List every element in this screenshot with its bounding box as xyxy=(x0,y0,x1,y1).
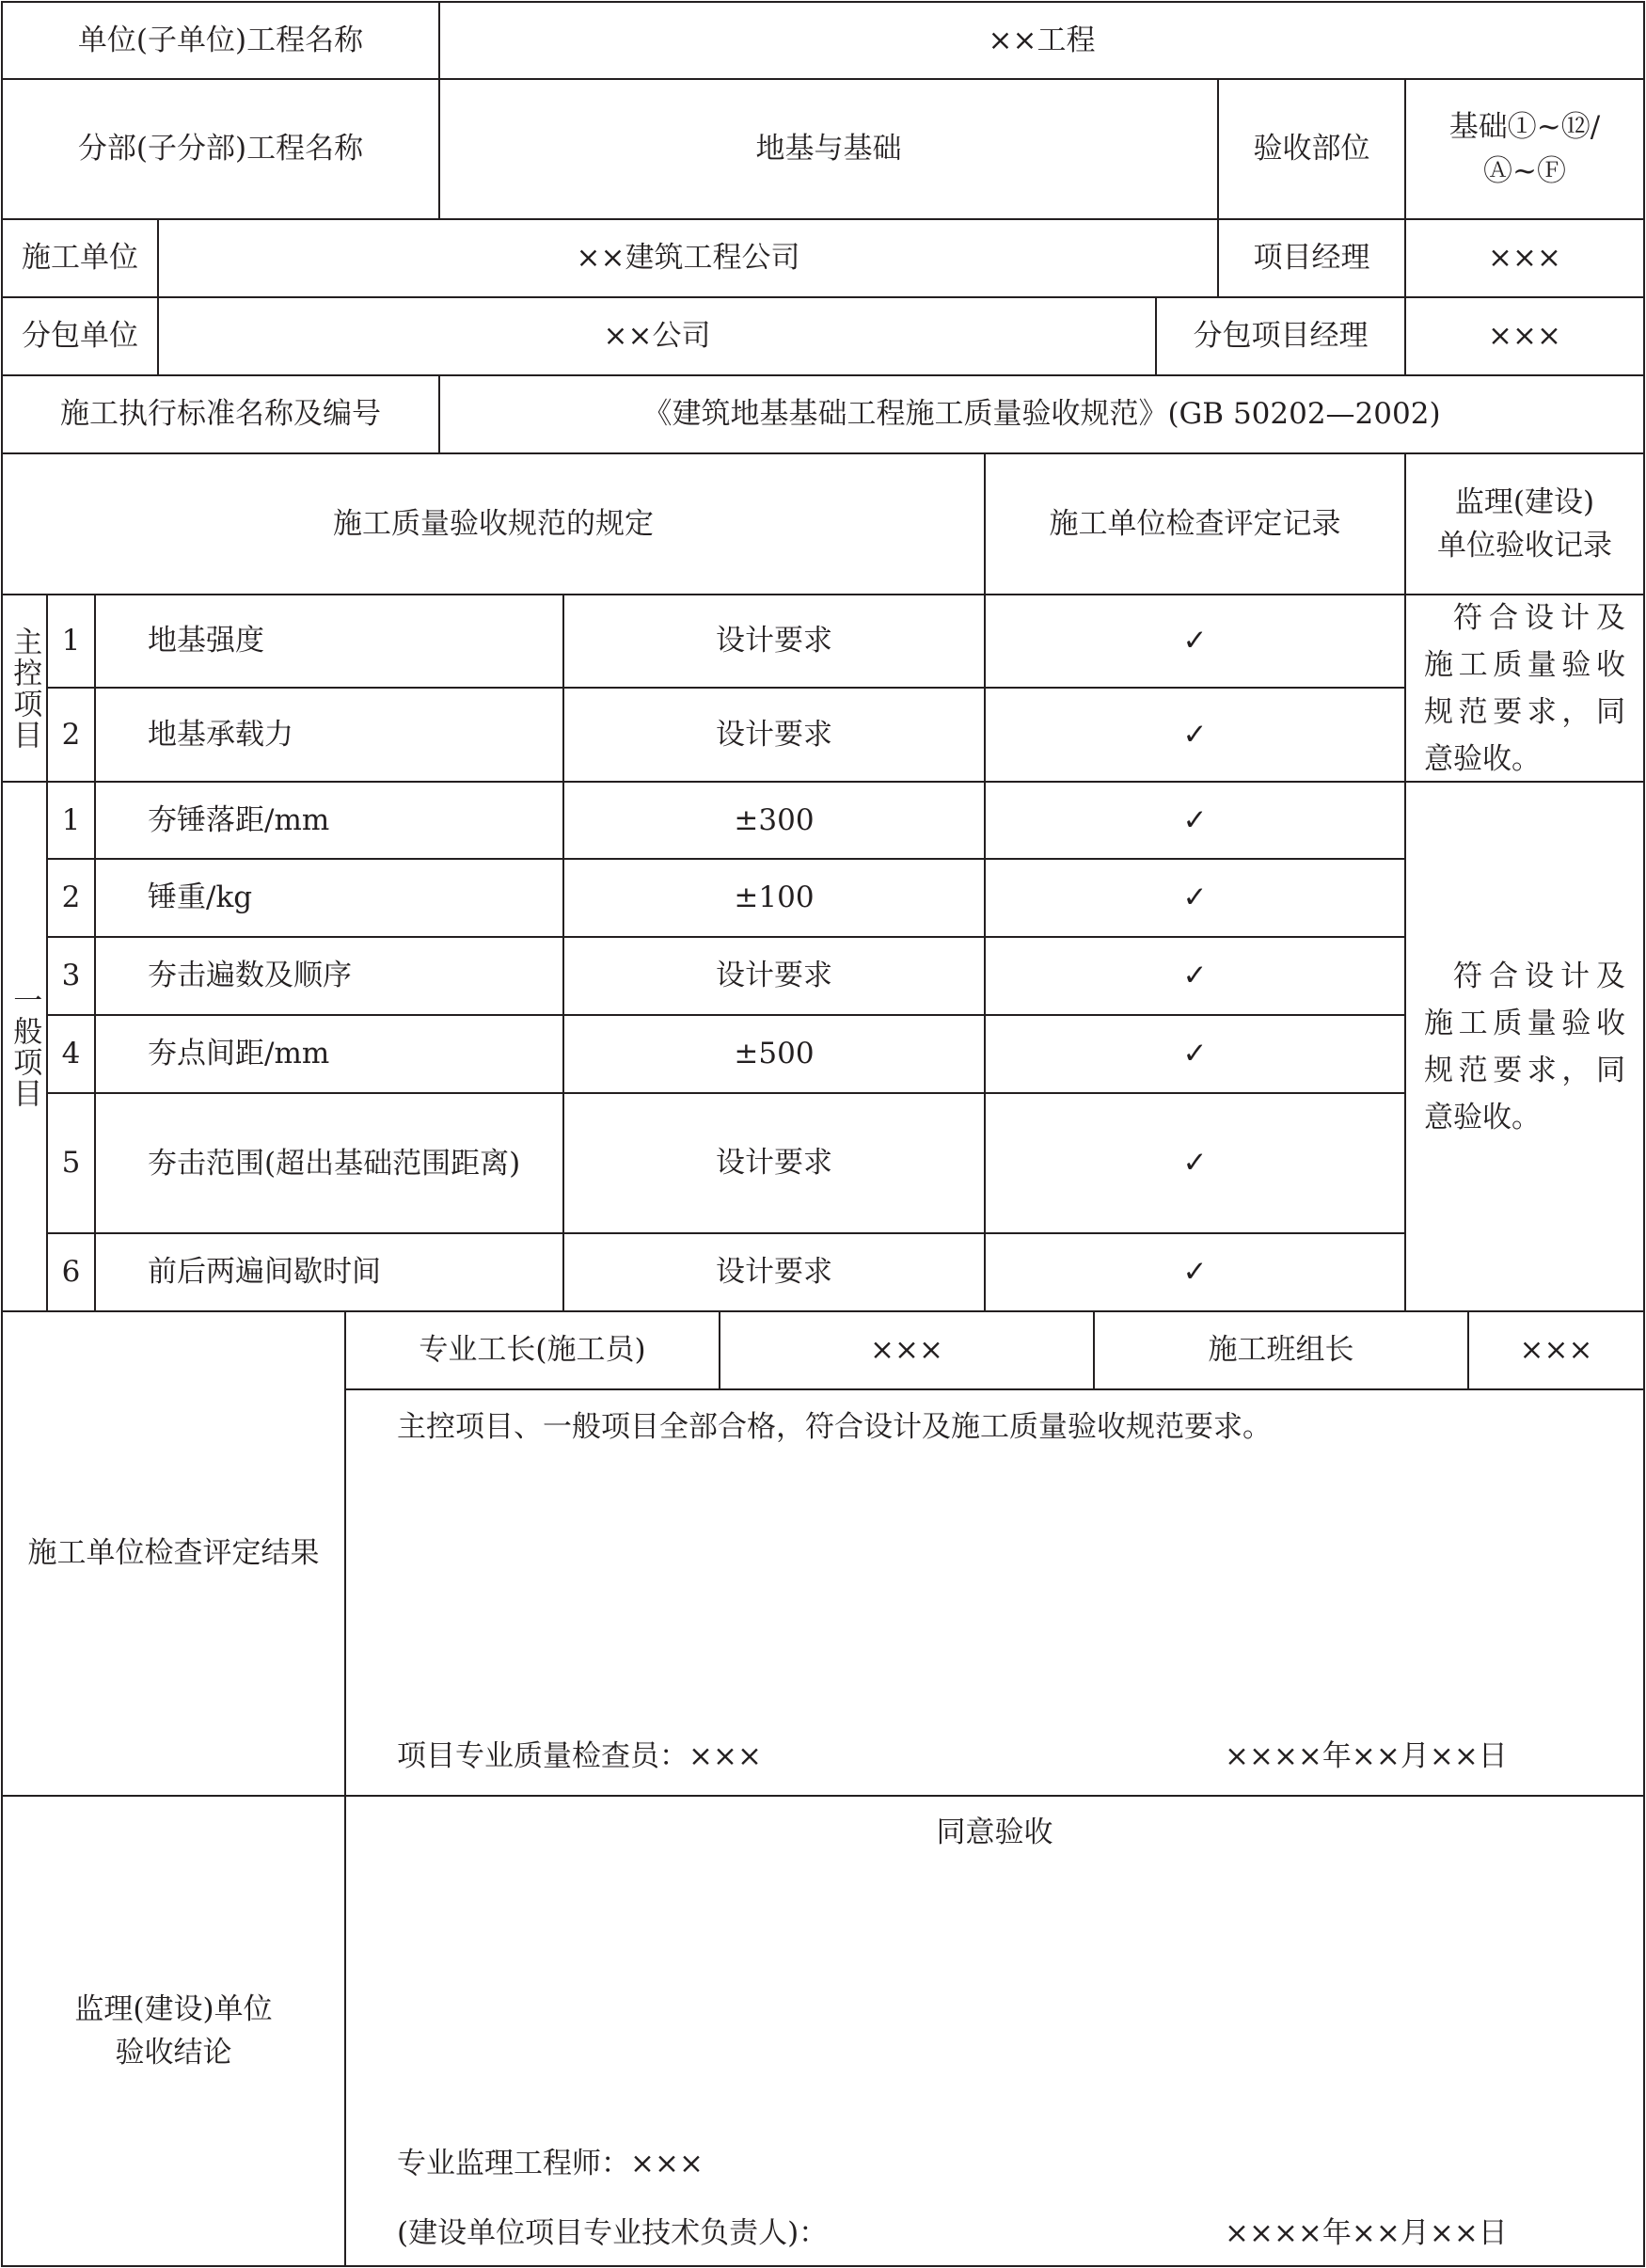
supervisor-conclusion-statement: 同意验收 xyxy=(936,1815,1053,1849)
main-items-group-text: 主控项目 xyxy=(8,626,42,751)
general-item-name: 锤重/kg xyxy=(148,880,253,915)
general-items-group-label xyxy=(2,782,47,1311)
general-item-name: 夯击范围(超出基础范围距离) xyxy=(148,1146,521,1181)
main-item-requirement: 设计要求 xyxy=(716,624,832,658)
general-item-check-mark: ✓ xyxy=(1182,880,1208,915)
team-leader-value: ××× xyxy=(1519,1333,1593,1368)
tech-lead-signature: (建设单位项目专业技术负责人)： xyxy=(397,2215,829,2250)
sub-project-manager-label: 分包项目经理 xyxy=(1193,319,1369,354)
main-item-name: 地基承载力 xyxy=(148,717,293,752)
general-item-check-mark: ✓ xyxy=(1182,1255,1208,1290)
acceptance-part-label: 验收部位 xyxy=(1253,132,1370,167)
general-item-no: 2 xyxy=(61,880,81,915)
general-item-check-mark: ✓ xyxy=(1182,802,1208,837)
unit-name-label: 单位(子单位)工程名称 xyxy=(77,23,364,57)
main-item-no: 2 xyxy=(61,717,81,752)
main-item-requirement: 设计要求 xyxy=(716,717,832,752)
general-item-requirement: ±100 xyxy=(734,880,815,915)
project-manager-value: ××× xyxy=(1488,241,1561,276)
standard-label: 施工执行标准名称及编号 xyxy=(60,397,381,432)
contractor-result-label: 施工单位检查评定结果 xyxy=(27,1536,320,1571)
contractor-value: ××建筑工程公司 xyxy=(576,241,800,276)
main-item-check-mark: ✓ xyxy=(1182,624,1208,658)
main-items-supervisor-note-text: 符合设计及施工质量验收规范要求，同意验收。 xyxy=(1424,600,1625,776)
standard-value: 《建筑地基基础工程施工质量验收规范》(GB 50202—2002) xyxy=(642,397,1441,432)
general-item-requirement: 设计要求 xyxy=(716,959,832,993)
contractor-result-statement: 主控项目、一般项目全部合格，符合设计及施工质量验收规范要求。 xyxy=(397,1409,1272,1444)
general-item-name: 前后两遍间歇时间 xyxy=(148,1255,381,1290)
supervisor-record-header-line1: 监理(建设) xyxy=(1454,484,1595,519)
main-items-supervisor-note xyxy=(1405,595,1644,782)
main-item-name: 地基强度 xyxy=(148,624,264,658)
general-item-no: 6 xyxy=(61,1255,81,1290)
contractor-result-date: ××××年××月××日 xyxy=(1225,1738,1508,1773)
division-name-label: 分部(子分部)工程名称 xyxy=(77,132,364,167)
quality-inspector-signature: 项目专业质量检查员：××× xyxy=(397,1738,762,1773)
main-items-group-label xyxy=(2,595,47,782)
supervisor-record-header-line2: 单位验收记录 xyxy=(1437,529,1612,563)
division-name-value: 地基与基础 xyxy=(755,132,902,167)
general-item-no: 4 xyxy=(61,1037,81,1071)
supervisor-conclusion-date: ××××年××月××日 xyxy=(1225,2215,1508,2250)
general-item-name: 夯点间距/mm xyxy=(148,1037,330,1071)
general-item-check-mark: ✓ xyxy=(1182,1037,1208,1071)
supervisor-record-header xyxy=(1405,453,1644,595)
team-leader-label: 施工班组长 xyxy=(1208,1333,1354,1368)
subcontractor-label: 分包单位 xyxy=(22,319,138,354)
supervisor-conclusion-label xyxy=(2,1796,345,2266)
acceptance-part-line2: Ⓐ~Ⓕ xyxy=(1483,153,1566,188)
contractor-record-header: 施工单位检查评定记录 xyxy=(1049,506,1341,541)
general-item-name: 夯击遍数及顺序 xyxy=(148,959,352,993)
general-item-name-cell xyxy=(95,1093,563,1233)
general-item-no: 3 xyxy=(61,959,81,993)
general-item-requirement: ±300 xyxy=(734,802,815,837)
general-item-requirement: ±500 xyxy=(734,1037,815,1071)
foreman-label: 专业工长(施工员) xyxy=(419,1333,646,1368)
main-item-check-mark: ✓ xyxy=(1182,717,1208,752)
spec-column-header: 施工质量验收规范的规定 xyxy=(333,506,654,541)
main-item-no: 1 xyxy=(61,624,81,658)
general-items-supervisor-note xyxy=(1405,782,1644,1311)
sub-project-manager-value: ××× xyxy=(1488,319,1561,354)
general-item-requirement: 设计要求 xyxy=(716,1255,832,1290)
general-item-no: 1 xyxy=(61,802,81,837)
acceptance-part-line1: 基础①~⑫/ xyxy=(1448,110,1601,144)
general-items-group-text: 一般项目 xyxy=(8,984,42,1109)
unit-name-value: ××工程 xyxy=(988,23,1096,57)
general-items-supervisor-note-text: 符合设计及施工质量验收规范要求，同意验收。 xyxy=(1424,959,1625,1134)
foreman-value: ××× xyxy=(870,1333,943,1368)
general-item-requirement: 设计要求 xyxy=(716,1146,832,1181)
general-item-no: 5 xyxy=(61,1146,81,1181)
general-item-check-mark: ✓ xyxy=(1182,1146,1208,1181)
subcontractor-value: ××公司 xyxy=(603,319,711,354)
project-manager-label: 项目经理 xyxy=(1253,241,1370,276)
supervisor-conclusion-label-line2: 验收结论 xyxy=(115,2036,232,2070)
supervisor-conclusion-label-line1: 监理(建设)单位 xyxy=(74,1991,273,2026)
supervising-engineer-signature: 专业监理工程师：××× xyxy=(397,2146,704,2181)
general-item-name: 夯锤落距/mm xyxy=(148,802,330,837)
acceptance-part-value xyxy=(1405,79,1644,219)
general-item-check-mark: ✓ xyxy=(1182,959,1208,993)
contractor-label: 施工单位 xyxy=(22,241,138,276)
